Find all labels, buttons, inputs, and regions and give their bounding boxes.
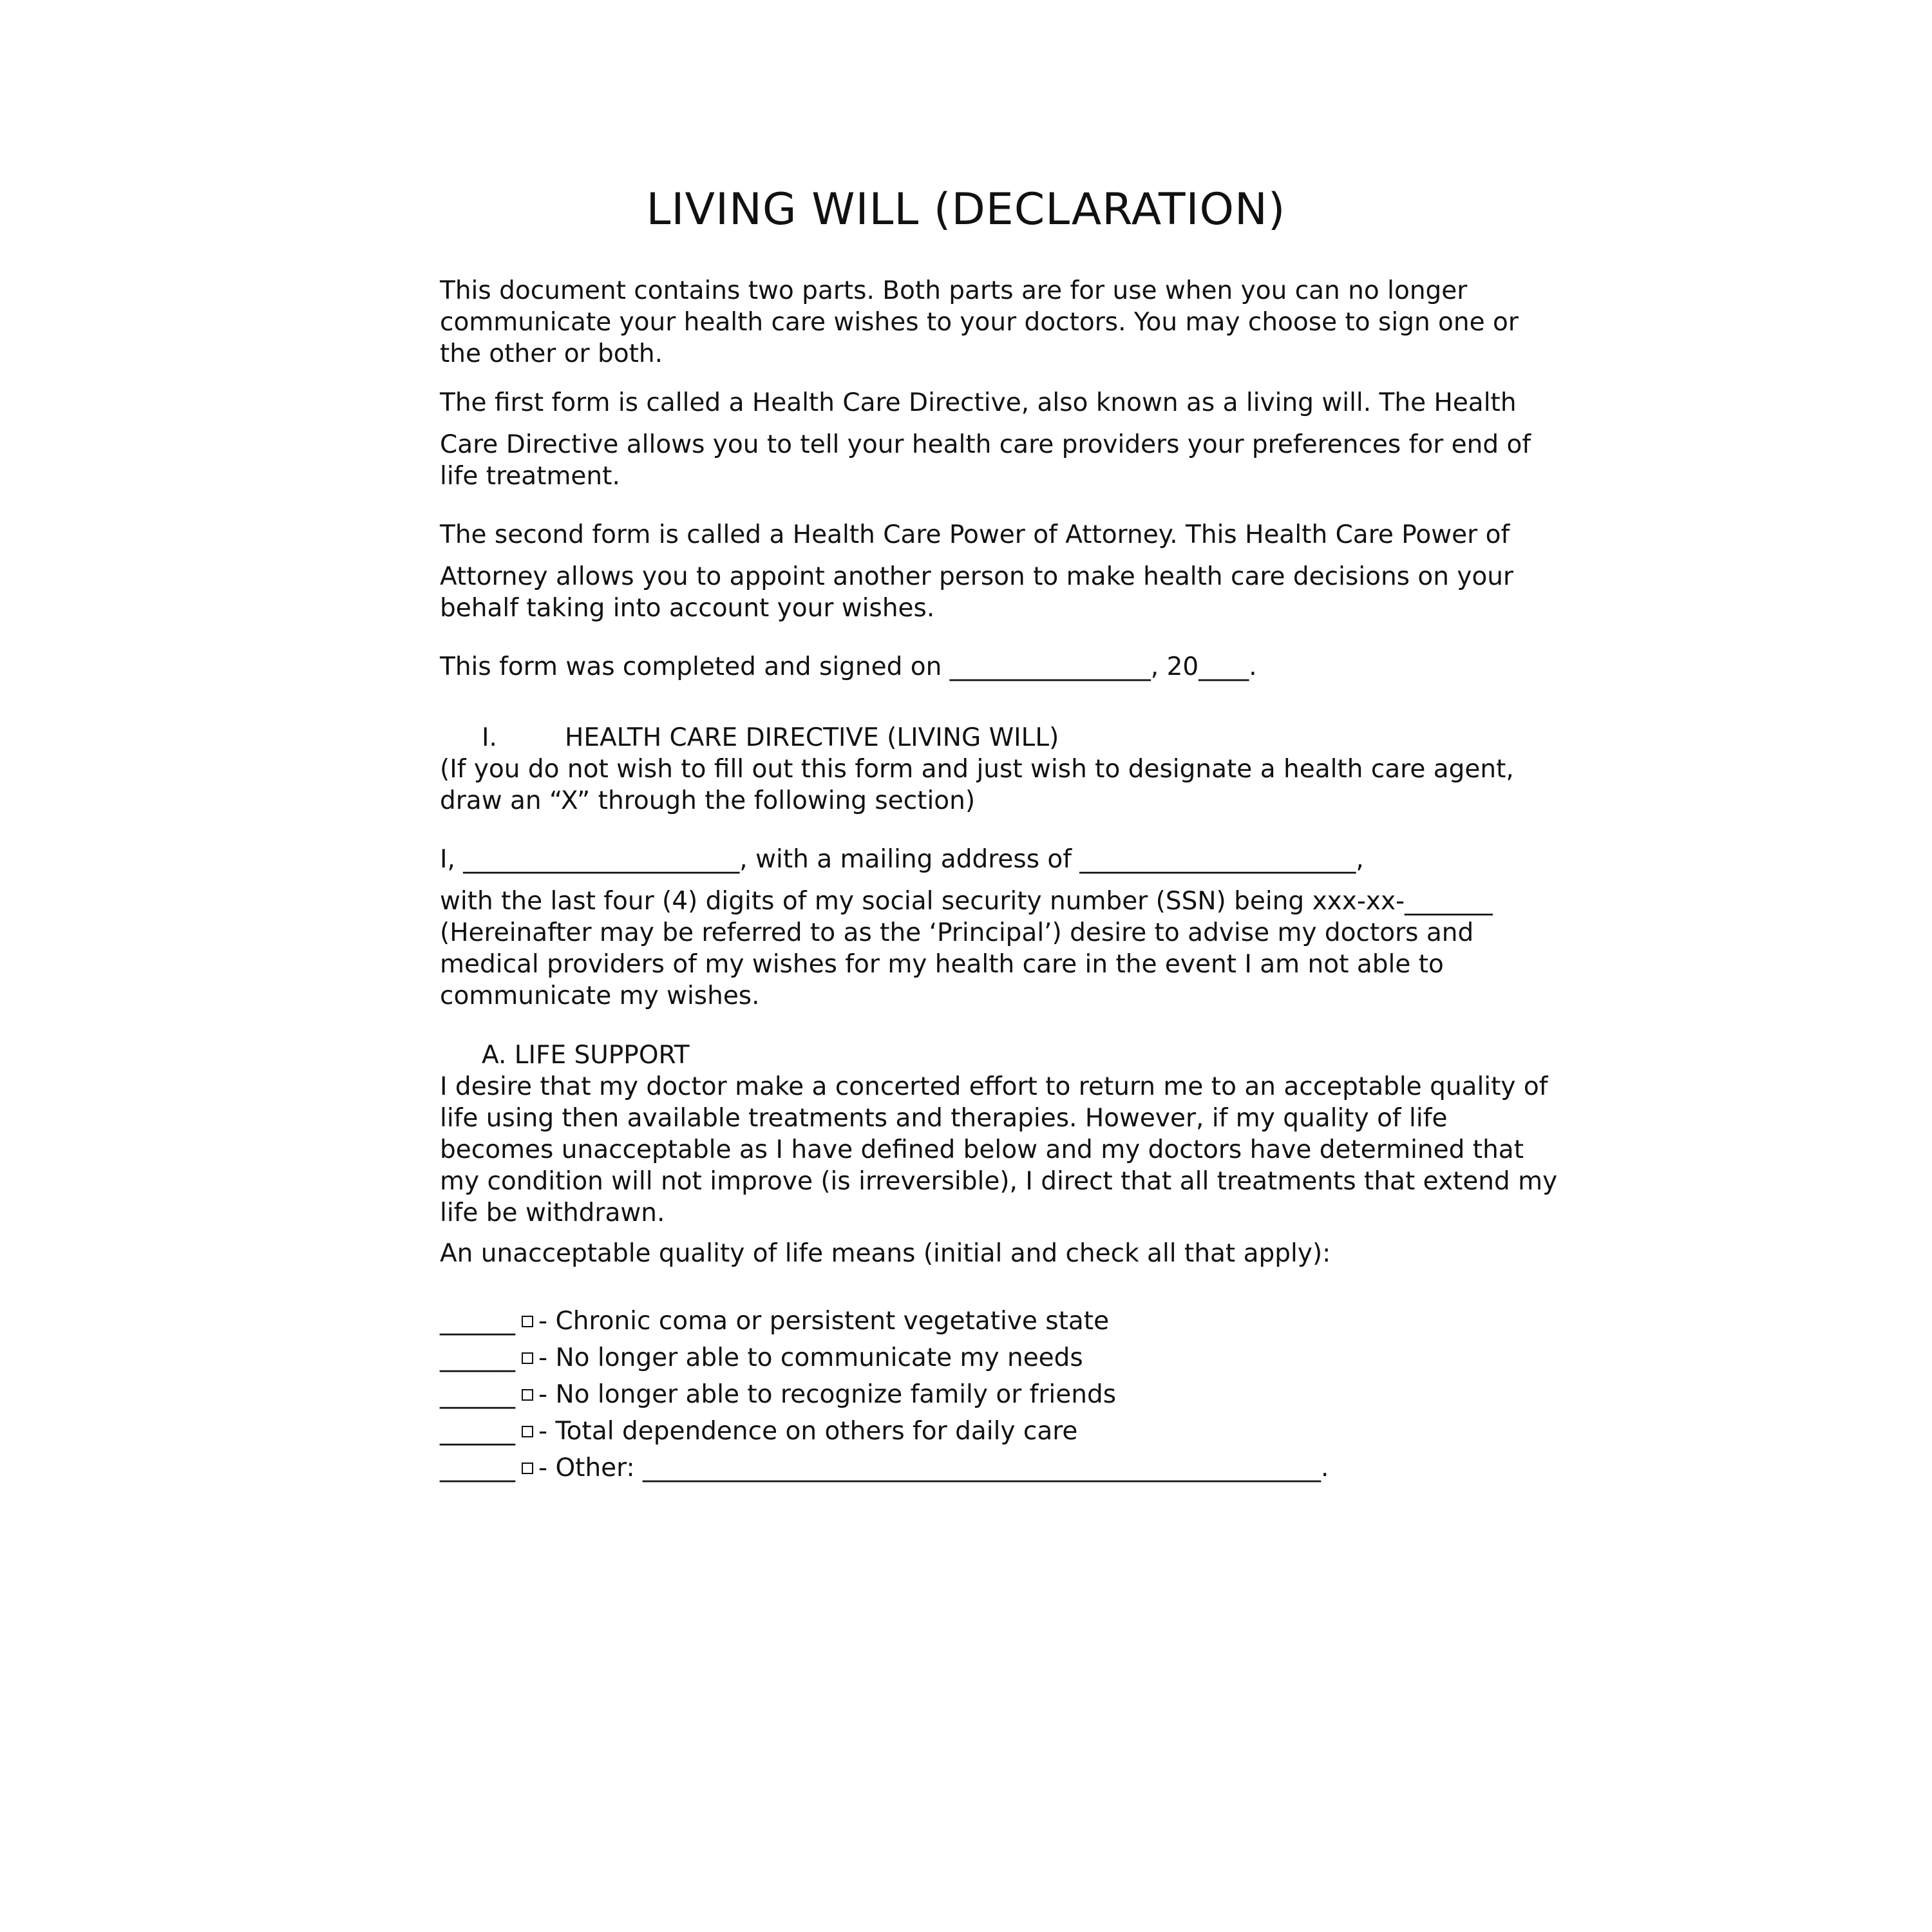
completed-date-text: This form was completed and signed on ________________, 20____. <box>440 652 1257 681</box>
criteria-row-other <box>440 1452 1535 1489</box>
first-form-line: Care Directive allows you to tell your health care providers your preferences for end of <box>440 430 1531 459</box>
second-form-line: Attorney allows you to appoint another person to make health care decisions on your <box>440 562 1514 591</box>
principal-line: communicate my wishes. <box>440 981 760 1010</box>
first-form-line: life treatment. <box>440 462 620 491</box>
checkbox[interactable] <box>522 1389 533 1401</box>
principal-line: I, ______________________, with a mailing address of ______________________, <box>440 845 1364 874</box>
initial-blank[interactable]: ______ <box>440 1343 515 1372</box>
checkbox[interactable] <box>522 1316 533 1327</box>
intro-line: the other or both. <box>440 339 663 368</box>
checkbox[interactable] <box>522 1352 533 1364</box>
initial-blank[interactable]: ______ <box>440 1454 515 1482</box>
life-support-line: becomes unacceptable as I have defined below and my doctors have determined that <box>440 1135 1524 1164</box>
initial-blank[interactable]: ______ <box>440 1380 515 1409</box>
life-support-line: I desire that my doctor make a concerted effort to return me to an acceptable quality of <box>440 1072 1548 1101</box>
second-form-paragraph <box>440 519 1514 624</box>
criteria-label: - Other: ______________________________________________________. <box>538 1454 1329 1482</box>
criteria-row-chronic-coma <box>440 1305 1535 1342</box>
criteria-label: - No longer able to recognize family or friends <box>538 1380 1117 1409</box>
second-form-line: behalf taking into account your wishes. <box>440 594 935 623</box>
criteria-label: - No longer able to communicate my needs <box>538 1343 1083 1372</box>
life-support-paragraph <box>440 1071 1558 1229</box>
life-support-line: my condition will not improve (is irreversible), I direct that all treatments that extend my <box>440 1167 1558 1196</box>
initial-blank[interactable]: ______ <box>440 1307 515 1336</box>
section-i-note <box>440 753 1514 817</box>
intro-paragraph <box>440 275 1519 370</box>
principal-line: (Hereinafter may be referred to as the ‘Principal’) desire to advise my doctors and <box>440 918 1474 947</box>
principal-line: medical providers of my wishes for my health care in the event I am not able to <box>440 950 1444 979</box>
first-form-paragraph <box>440 387 1531 492</box>
criteria-label: - Total dependence on others for daily care <box>538 1417 1078 1446</box>
criteria-intro <box>440 1238 1509 1269</box>
criteria-row-communicate-needs <box>440 1342 1535 1379</box>
life-support-line: life using then available treatments and therapies. However, if my quality of life <box>440 1104 1448 1133</box>
intro-line: This document contains two parts. Both parts are for use when you can no longer <box>440 276 1468 305</box>
section-i-note-line: (If you do not wish to fill out this form and just wish to designate a health care agent, <box>440 755 1514 784</box>
quality-of-life-checklist <box>440 1305 1535 1489</box>
initial-blank[interactable]: ______ <box>440 1417 515 1446</box>
principal-line: with the last four (4) digits of my social security number (SSN) being xxx-xx-_______ <box>440 887 1493 916</box>
completed-date-line <box>440 651 1509 683</box>
checkbox[interactable] <box>522 1426 533 1437</box>
principal-paragraph <box>440 844 1509 1012</box>
section-i-number: I. <box>482 723 497 752</box>
second-form-line: The second form is called a Health Care Power of Attorney. This Health Care Power of <box>440 520 1510 549</box>
section-i-title: HEALTH CARE DIRECTIVE (LIVING WILL) <box>565 723 1059 752</box>
criteria-label: - Chronic coma or persistent vegetative state <box>538 1307 1110 1336</box>
life-support-line: life be withdrawn. <box>440 1198 665 1227</box>
section-a-title: A. LIFE SUPPORT <box>482 1041 690 1070</box>
section-i-note-line: draw an “X” through the following section) <box>440 786 976 815</box>
criteria-row-recognize-family <box>440 1379 1535 1416</box>
first-form-line: The first form is called a Health Care Directive, also known as a living will. The Health <box>440 388 1517 417</box>
document-title: LIVING WILL (DECLARATION) <box>646 184 1286 235</box>
intro-line: communicate your health care wishes to your doctors. You may choose to sign one or <box>440 308 1519 337</box>
checkbox[interactable] <box>522 1463 533 1474</box>
criteria-row-daily-care <box>440 1416 1535 1452</box>
criteria-intro-text: An unacceptable quality of life means (initial and check all that apply): <box>440 1239 1331 1268</box>
